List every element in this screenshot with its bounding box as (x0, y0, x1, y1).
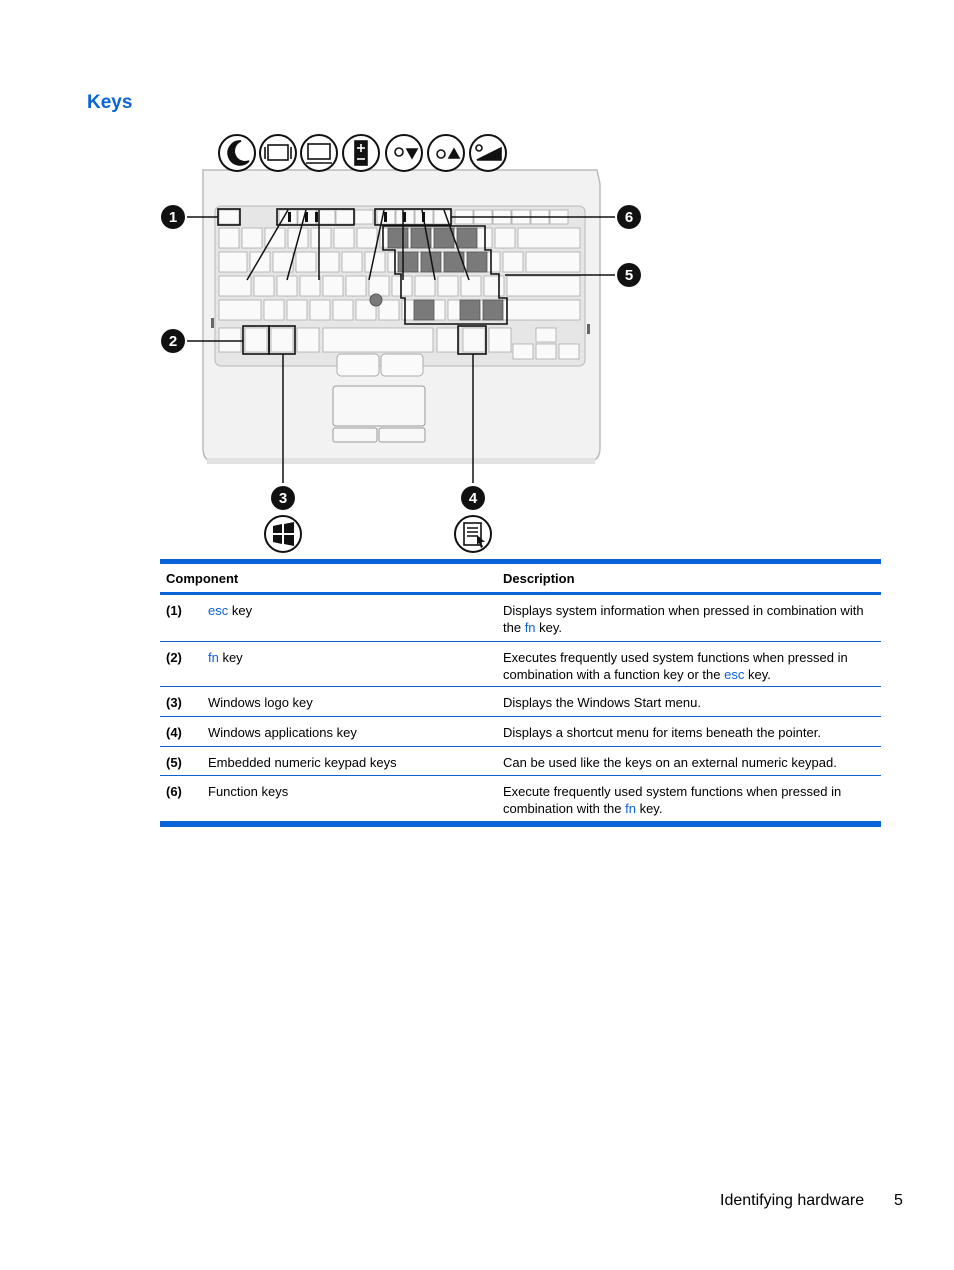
table-row (160, 717, 881, 747)
header-component: Component (166, 570, 239, 586)
row-number: (6) (166, 784, 182, 799)
fn-link[interactable]: fn (625, 801, 636, 816)
row-number: (5) (166, 755, 182, 770)
row-number: (4) (166, 725, 182, 740)
callout-2: 2 (168, 333, 178, 350)
table-header (160, 564, 881, 595)
row-component: Embedded numeric keypad keys (208, 755, 397, 770)
row-component: esc key (208, 603, 253, 618)
fn-link[interactable]: fn (208, 650, 219, 665)
header-description: Description (503, 570, 575, 586)
row-component: fn key (208, 650, 243, 665)
row-number: (1) (166, 603, 182, 618)
callout-4: 4 (468, 490, 478, 507)
components-table (160, 559, 881, 827)
section-heading: Keys (87, 92, 133, 113)
table-row (160, 687, 881, 717)
callout-3: 3 (278, 490, 288, 507)
row-description: Displays a shortcut menu for items beneath the pointer. (503, 725, 821, 740)
keyboard-illustration (155, 128, 645, 556)
row-component: Windows logo key (208, 695, 313, 710)
table-row (160, 747, 881, 776)
callout-1: 1 (168, 209, 178, 226)
row-description: Displays the Windows Start menu. (503, 695, 701, 710)
fn-link[interactable]: fn (524, 620, 536, 635)
table-row (160, 776, 881, 822)
table-row (160, 642, 881, 687)
row-number: (3) (166, 695, 182, 710)
row-description: Can be used like the keys on an external numeric keypad. (503, 755, 837, 770)
footer-section-title: Identifying hardware (720, 1192, 865, 1209)
page-number: 5 (894, 1192, 903, 1209)
applications-menu-icon (455, 516, 491, 552)
windows-logo-icon (265, 516, 301, 552)
table-row (160, 595, 881, 642)
row-description: Executes frequently used system functions when pressed in combination with a function key or the esc key. (503, 650, 848, 682)
row-number: (2) (166, 650, 182, 665)
esc-link[interactable]: esc (724, 667, 745, 682)
row-description: Displays system information when pressed in combination with the fn key. (503, 603, 864, 635)
row-component: Function keys (208, 784, 289, 799)
esc-link[interactable]: esc (208, 603, 229, 618)
table-bottom-rule (160, 822, 881, 827)
callout-5: 5 (624, 267, 634, 284)
callout-6: 6 (624, 209, 634, 226)
page-footer (720, 1192, 903, 1210)
row-component: Windows applications key (208, 725, 357, 740)
row-description: Execute frequently used system functions when pressed in combination with the fn key. (503, 784, 842, 816)
